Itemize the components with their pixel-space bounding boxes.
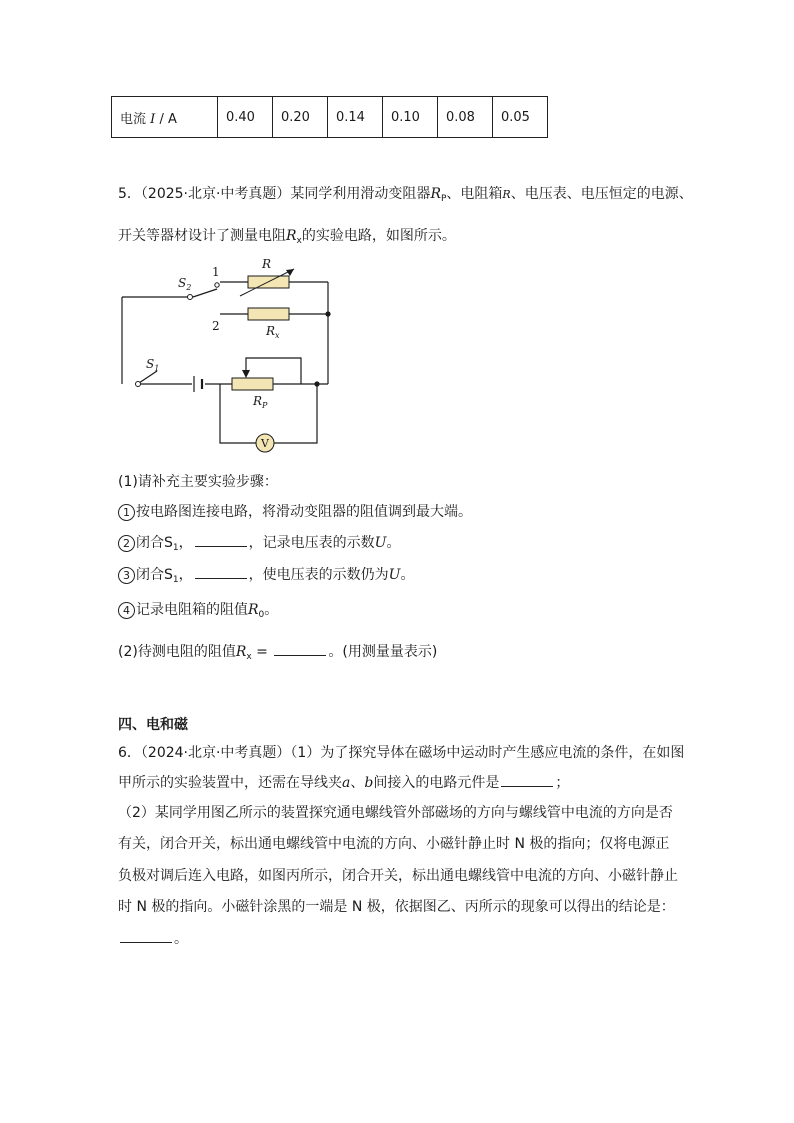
q5-rp-subscript: P	[440, 194, 447, 204]
table-cell: 0.20	[273, 97, 328, 138]
q5-line1	[118, 183, 693, 204]
table-cell: 0.08	[438, 97, 493, 138]
step-number-badge: 2	[118, 535, 135, 552]
terminal-2-label: 2	[212, 319, 220, 333]
table-cell: 0.14	[328, 97, 383, 138]
q5-rp-symbol: R	[430, 186, 441, 202]
q6-line2-text: ；	[555, 775, 570, 791]
q6-line3: （2）某同学用图乙所示的装置探究通电螺线管外部磁场的方向与螺线管中电流的方向是否	[118, 805, 673, 821]
answer-blank[interactable]	[501, 774, 553, 787]
step-number-badge: 1	[118, 504, 135, 521]
junction-dot	[325, 311, 330, 316]
step-number-badge: 3	[118, 567, 135, 584]
q5-sub2-text: 。(用测量量表示)	[328, 644, 438, 660]
circuit-diagram	[110, 250, 350, 460]
q5-step3	[118, 564, 414, 585]
q5-step2-text: 。	[386, 535, 401, 551]
answer-blank[interactable]	[195, 566, 247, 579]
q6-var-a: a	[342, 775, 351, 791]
answer-blank[interactable]	[274, 643, 326, 656]
switch-s1-pivot	[136, 382, 141, 387]
q5-step2-text: ，	[178, 535, 193, 551]
q5-step3-text: 。	[400, 567, 415, 583]
q6-line7-text: 。	[174, 931, 188, 947]
q5-sub2-text: (2)待测电阻的阻值	[118, 644, 236, 660]
q6-line6: 时 N 极的指向。小磁针涂黑的一端是 N 极，依据图乙、丙所示的现象可以得出的结论是：	[118, 899, 675, 915]
table-cell: 0.05	[493, 97, 548, 138]
rheostat-rp	[232, 378, 273, 390]
table-header-cell	[112, 97, 218, 138]
q5-sub2-subscript: x	[246, 652, 252, 662]
q5-step1-text: 按电路图连接电路，将滑动变阻器的阻值调到最大端。	[136, 504, 472, 520]
step-number-badge: 4	[118, 602, 135, 619]
switch-s2-contact	[215, 283, 219, 287]
q5-rx-subscript: x	[296, 236, 302, 246]
table-row	[112, 97, 548, 138]
q6-line4: 有关，闭合开关，标出通电螺线管中电流的方向、小磁针静止时 N 极的指向；仅将电源正	[118, 836, 670, 852]
q5-step3-text: ，	[178, 567, 193, 583]
rp-label: $R_P$	[253, 394, 268, 410]
q5-rx-symbol: R	[286, 228, 297, 244]
q5-r-symbol: R	[502, 188, 511, 201]
q5-step2-text: 闭合S	[136, 535, 173, 551]
q6-line2-text: 甲所示的实验装置中，还需在导线夹	[118, 775, 342, 791]
q5-step4-text: 记录电阻箱的阻值	[136, 602, 248, 618]
s2-label: $S_2$	[178, 276, 192, 292]
q5-line2-text: 开关等器材设计了测量电阻	[118, 228, 286, 244]
table-header-label: 电流	[120, 111, 147, 127]
q6-line1: 6．（2024·北京·中考真题）（1）为了探究导体在磁场中运动时产生感应电流的条件，在如图	[118, 745, 685, 761]
q5-step2	[118, 532, 400, 553]
table-header-unit: / A	[159, 111, 177, 127]
rheostat-slider-arrowhead	[242, 370, 250, 378]
q6-line2-text: 、	[350, 775, 365, 791]
q5-line1-text: 、电阻箱	[446, 186, 503, 202]
terminal-1-label: 1	[212, 265, 220, 279]
q6-line2	[118, 772, 569, 792]
q5-sub2-r: R	[235, 644, 247, 660]
q5-step3-u: U	[388, 567, 401, 583]
q5-line1-text: 5．（2025·北京·中考真题）某同学利用滑动变阻器	[118, 186, 431, 202]
q5-step4-subscript: 0	[258, 610, 265, 620]
rx-label: $R_x$	[266, 324, 280, 340]
q5-sub2	[118, 641, 437, 662]
current-table	[111, 96, 548, 138]
q5-step3-subscript: 1	[172, 575, 179, 585]
q6-var-b: b	[364, 775, 374, 791]
q5-step2-subscript: 1	[172, 543, 179, 553]
answer-blank[interactable]	[120, 930, 172, 943]
q5-step4	[118, 599, 278, 620]
switch-s2-pivot	[188, 295, 193, 300]
q5-line2-text: 的实验电路，如图所示。	[301, 228, 456, 244]
q6-line5: 负极对调后连入电路，如图丙所示，闭合开关，标出通电螺线管中电流的方向、小磁针静止	[118, 868, 678, 884]
q5-line1-text: 、电压表、电压恒定的电源、	[510, 186, 693, 202]
q5-line2	[118, 225, 456, 246]
s1-label: $S_1$	[146, 357, 160, 373]
voltmeter-label: V	[261, 437, 269, 450]
table-cell: 0.40	[218, 97, 273, 138]
q6-line7	[118, 928, 188, 948]
answer-blank[interactable]	[195, 534, 247, 547]
q5-sub1: (1)请补充主要实验步骤：	[118, 474, 278, 490]
section-heading: 四、电和磁	[118, 717, 188, 733]
switch-s2-blade	[193, 289, 217, 297]
table-header-var: I	[150, 111, 156, 127]
q5-step2-u: U	[374, 535, 387, 551]
junction-dot	[314, 381, 319, 386]
q5-step3-text: 闭合S	[136, 567, 173, 583]
q5-step4-text: 。	[264, 602, 279, 618]
voltmeter-loop-wire	[220, 384, 317, 443]
resistor-rx	[248, 308, 289, 320]
q5-step4-r: R	[248, 602, 259, 618]
q5-step1	[118, 501, 472, 521]
table-cell: 0.10	[383, 97, 438, 138]
q5-sub2-text: =	[251, 644, 273, 660]
q5-step2-text: ，记录电压表的示数	[248, 535, 375, 551]
q6-line2-text: 间接入的电路元件是	[373, 775, 500, 791]
r-label: R	[262, 257, 272, 271]
q5-step3-text: ，使电压表的示数仍为	[248, 567, 389, 583]
